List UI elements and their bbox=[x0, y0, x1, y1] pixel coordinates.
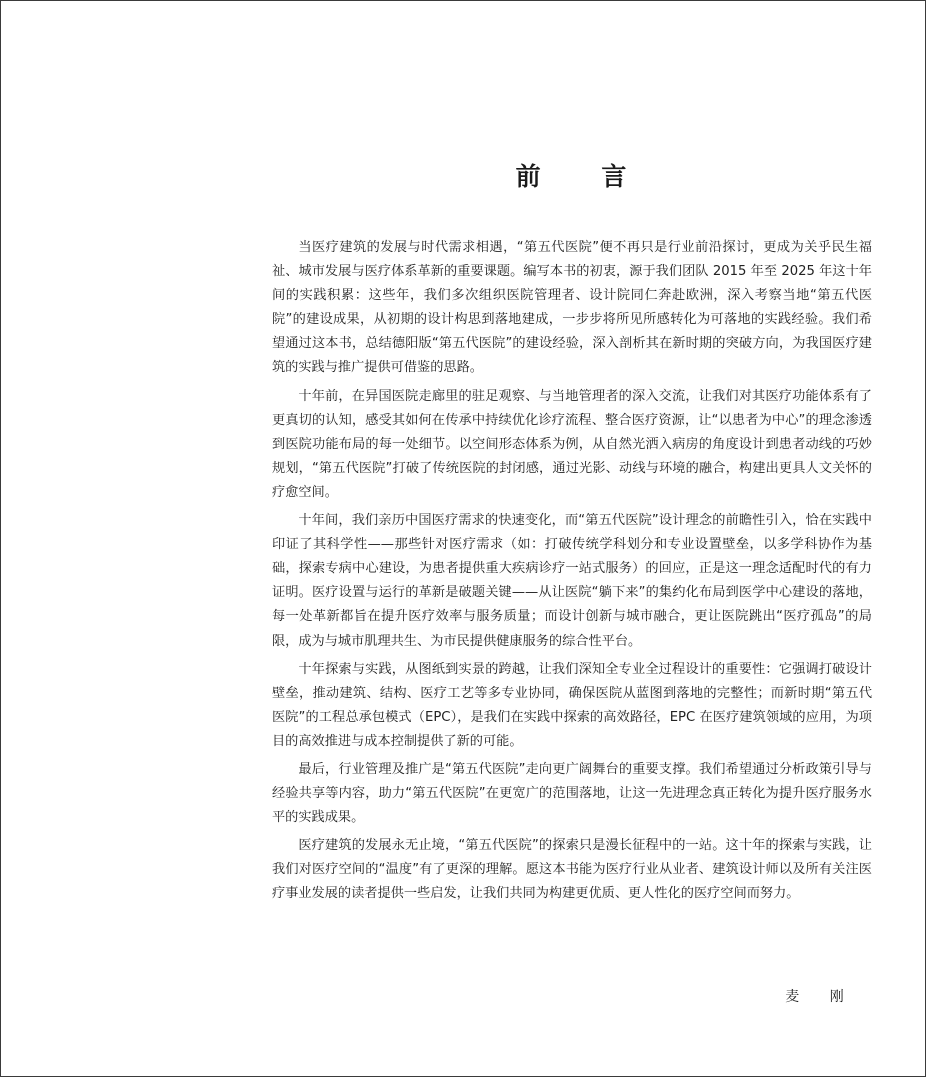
page-title: 前 言 bbox=[515, 161, 653, 191]
author-signature: 麦 刚 bbox=[785, 989, 857, 1005]
paragraph: 最后，行业管理及推广是“第五代医院”走向更广阔舞台的重要支撑。我们希望通过分析政策引导与经验共享等内容，助力“第五代医院”在更宽广的范围落地，让这一先进理念真正转化为提升医疗服务水平的实践成果。 bbox=[272, 761, 872, 826]
paragraph: 医疗建筑的发展永无止境，“第五代医院”的探索只是漫长征程中的一站。这十年的探索与实践，让我们对医疗空间的“温度”有了更深的理解。愿这本书能为医疗行业从业者、建筑设计师以及所有关注医疗事业发展的读者提供一些启发，让我们共同为构建更优质、更人性化的医疗空间而努力。 bbox=[272, 838, 872, 902]
paragraph: 十年探索与实践，从图纸到实景的跨越，让我们深知全专业全过程设计的重要性：它强调打破设计壁垒，推动建筑、结构、医疗工艺等多专业协同，确保医院从蓝图到落地的完整性；而新时期“第五代医院”的工程总承包模式（EPC），是我们在实践中探索的高效路径，EPC 在医疗建筑领域的应用，为项目的高效推进与成本控制提供了新的可能。 bbox=[272, 661, 872, 749]
paragraph: 十年间，我们亲历中国医疗需求的快速变化，而“第五代医院”设计理念的前瞻性引入，恰在实践中印证了其科学性——那些针对医疗需求（如：打破传统学科划分和专业设置壁垒，以多学科协作为基础，探索专病中心建设，为患者提供重大疾病诊疗一站式服务）的回应，正是这一理念适配时代的有力证明。医疗设置与运行的革新是破题关键——从让医院“躺下来”的集约化布局到医学中心建设的落地，每一处革新都旨在提升医疗效率与服务质量；而设计创新与城市融合，更让医院跳出“医疗孤岛”的局限，成为与城市肌理共生、为市民提供健康服务的综合性平台。 bbox=[272, 513, 872, 649]
paragraph: 当医疗建筑的发展与时代需求相遇，“第五代医院”便不再只是行业前沿探讨，更成为关乎民生福祉、城市发展与医疗体系革新的重要课题。编写本书的初衷，源于我们团队 2015 年至 2025 年这十年间的实践积累：这些年，我们多次组织医院管理者、设计院同仁奔赴欧洲，深入考察当地“第五代医院”的建设成果，从初期的设计构思到落地建成，一步步将所见所感转化为可落地的实践经验。我们希望通过这本书，总结德阳版“第五代医院”的建设经验，深入剖析其在新时期的突破方向，为我国医疗建筑的实践与推广提供可借鉴的思路。 bbox=[272, 240, 872, 376]
preface-body bbox=[272, 236, 872, 911]
paragraph: 十年前，在异国医院走廊里的驻足观察、与当地管理者的深入交流，让我们对其医疗功能体系有了更真切的认知，感受其如何在传承中持续优化诊疗流程、整合医疗资源，让“以患者为中心”的理念渗透到医院功能布局的每一处细节。以空间形态体系为例，从自然光洒入病房的角度设计到患者动线的巧妙规划，“第五代医院”打破了传统医院的封闭感，通过光影、动线与环境的融合，构建出更具人文关怀的疗愈空间。 bbox=[272, 388, 872, 500]
